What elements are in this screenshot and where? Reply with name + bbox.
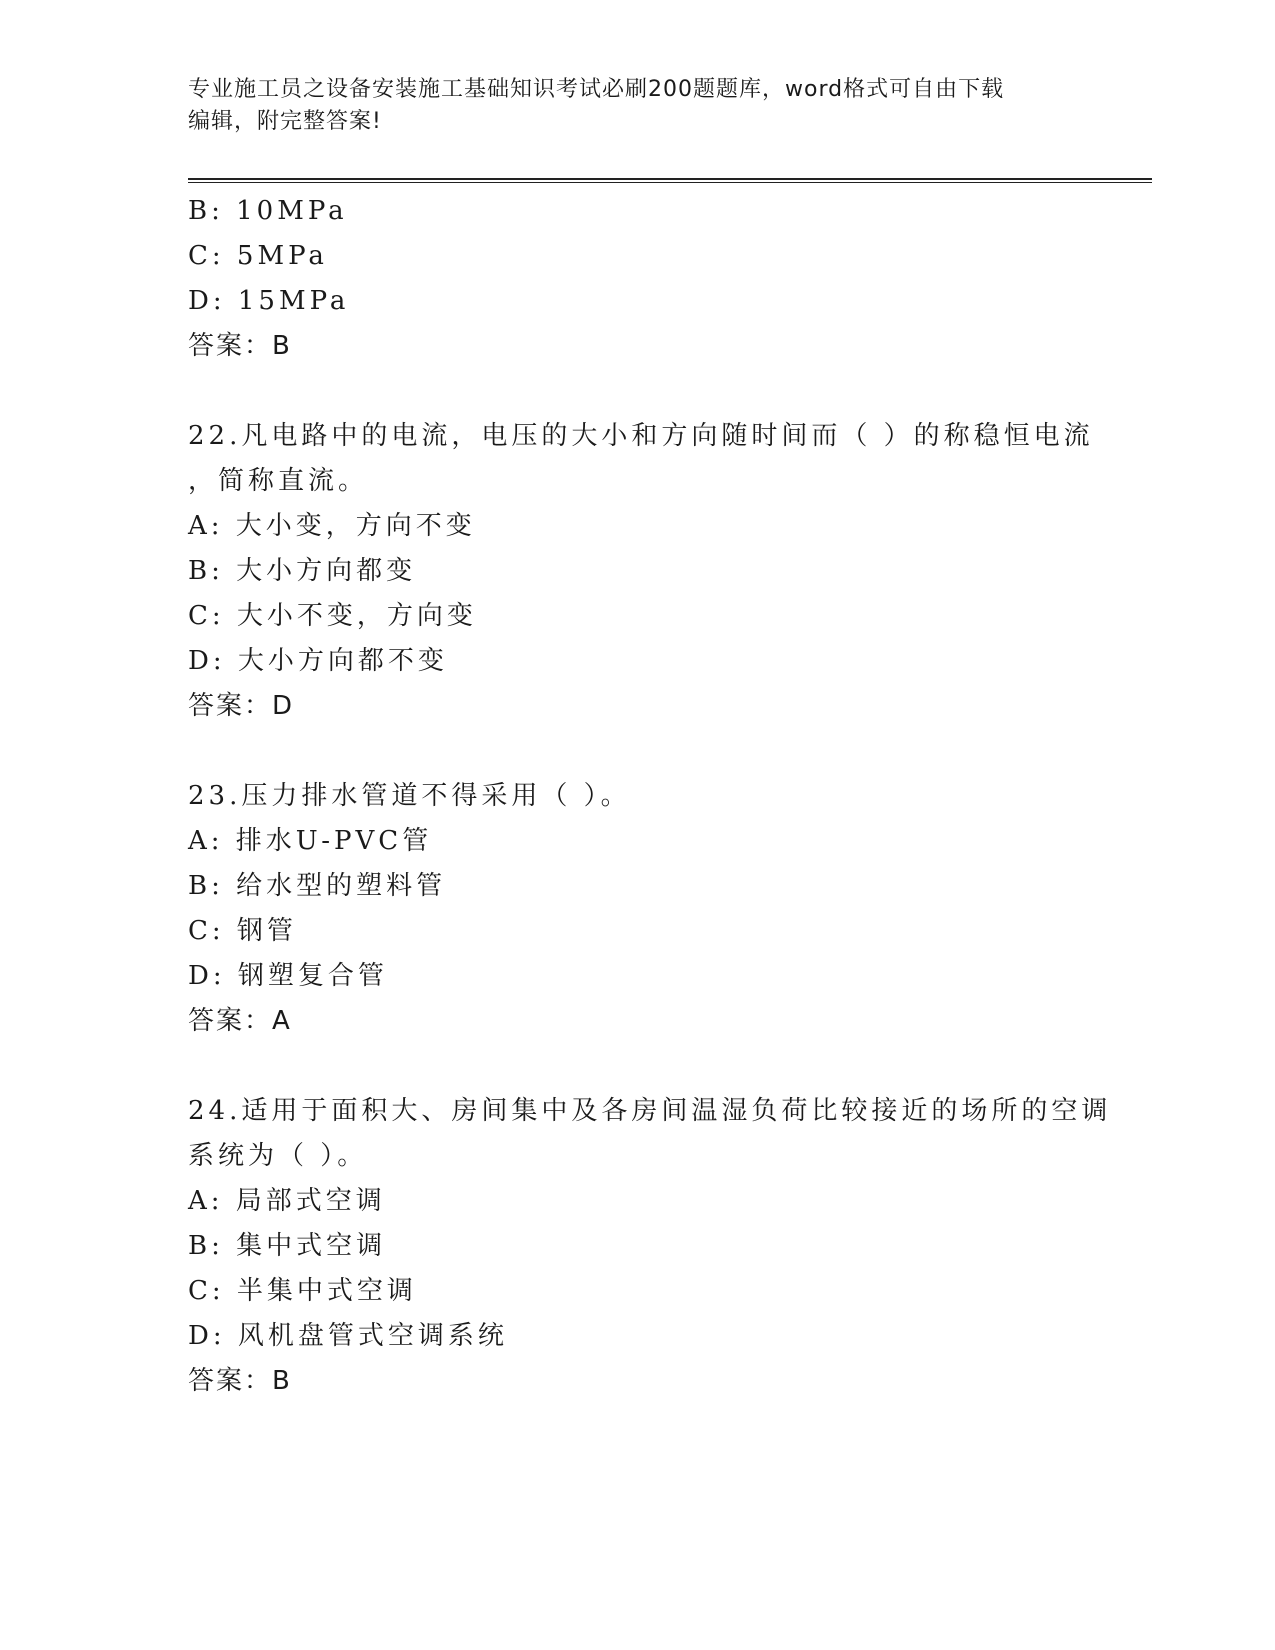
option-c: C: 钢管: [188, 916, 297, 946]
option-d: D: 15MPa: [188, 286, 350, 316]
answer-line: 答案：A: [188, 1006, 292, 1036]
question-block-22: [188, 414, 1094, 729]
option-a: A: 排水U-PVC管: [188, 826, 433, 856]
question-list: [188, 189, 1112, 1404]
answer-line: 答案：B: [188, 331, 292, 361]
option-c: C: 大小不变，方向变: [188, 601, 477, 631]
spacer: [188, 1044, 1088, 1089]
question-block-21-continued: [188, 189, 1088, 369]
header-divider: [188, 178, 1152, 180]
header-divider-thin: [188, 182, 1152, 183]
option-b: B: 10MPa: [188, 196, 348, 226]
question-text-line-2: ，简称直流。: [188, 466, 369, 496]
document-header: [188, 74, 1088, 138]
option-d: D: 大小方向都不变: [188, 646, 448, 676]
option-c: C: 半集中式空调: [188, 1276, 417, 1306]
answer-line: 答案：B: [188, 1366, 292, 1396]
question-text-line-1: 23.压力排水管道不得采用（ ）。: [188, 781, 631, 811]
answer-line: 答案：D: [188, 691, 295, 721]
question-text-line-2: 系统为（ ）。: [188, 1141, 368, 1171]
question-block-24: [188, 1089, 1112, 1404]
option-b: B: 大小方向都变: [188, 556, 417, 586]
question-text-line-1: 22.凡电路中的电流，电压的大小和方向随时间而（ ）的称稳恒电流: [188, 421, 1094, 451]
option-b: B: 集中式空调: [188, 1231, 387, 1261]
spacer: [188, 369, 1088, 414]
option-b: B: 给水型的塑料管: [188, 871, 447, 901]
option-c: C: 5MPa: [188, 241, 328, 271]
option-d: D: 钢塑复合管: [188, 961, 388, 991]
spacer: [188, 729, 1088, 774]
question-block-23: [188, 774, 1088, 1044]
option-a: A: 局部式空调: [188, 1186, 386, 1216]
question-text-line-1: 24.适用于面积大、房间集中及各房间温湿负荷比较接近的场所的空调: [188, 1096, 1112, 1126]
header-line-2: 编辑，附完整答案!: [188, 109, 382, 134]
header-line-1: 专业施工员之设备安装施工基础知识考试必刷200题题库，word格式可自由下载: [188, 77, 1005, 102]
option-d: D: 风机盘管式空调系统: [188, 1321, 508, 1351]
option-a: A: 大小变，方向不变: [188, 511, 476, 541]
